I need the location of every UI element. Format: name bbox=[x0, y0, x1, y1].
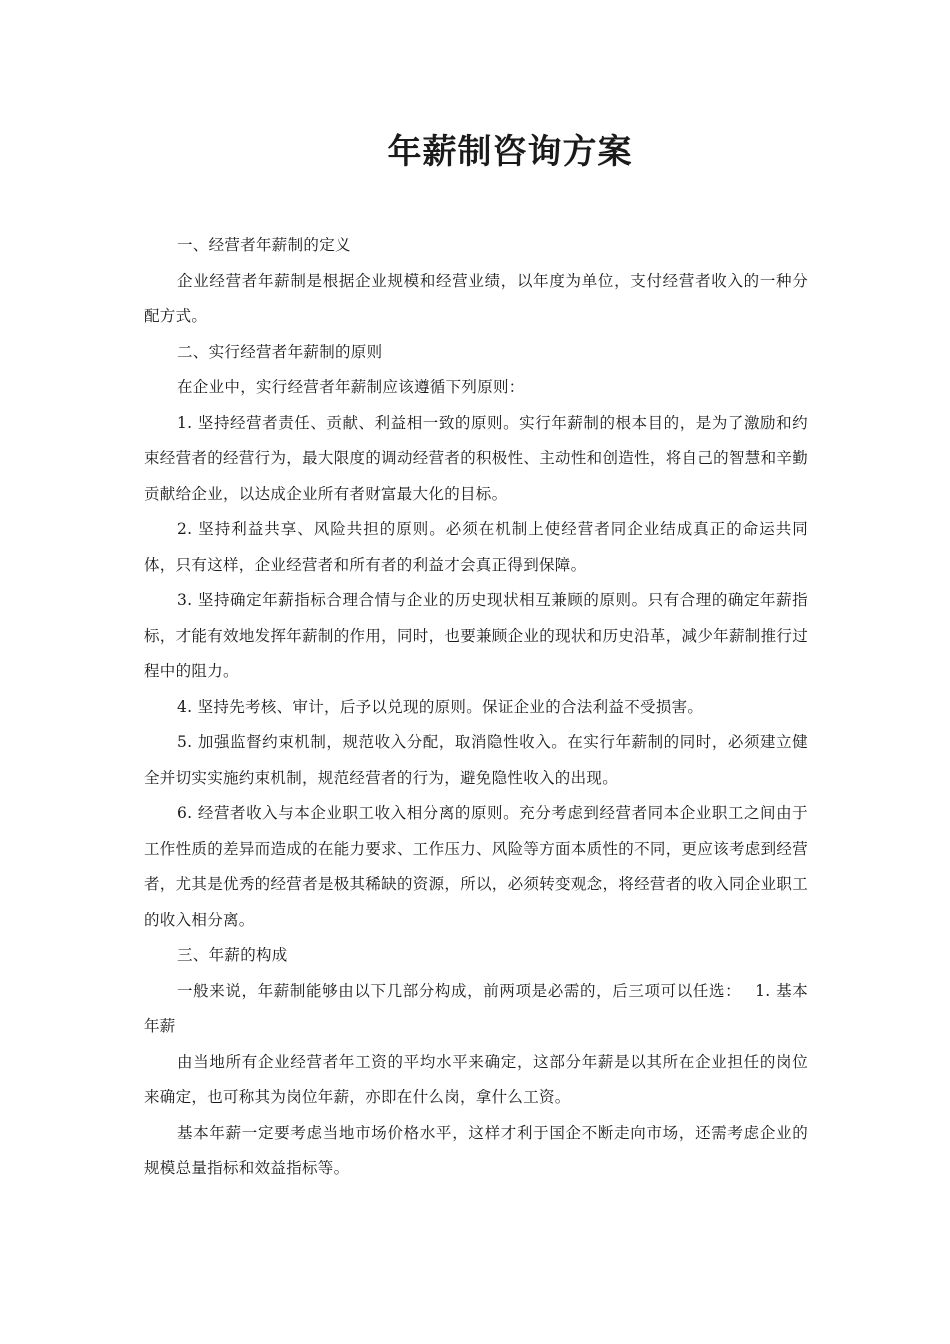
list-item: 2. 坚持利益共享、风险共担的原则。必须在机制上使经营者同企业结成真正的命运共同体，只有这样，企业经营者和所有者的利益才会真正得到保障。 bbox=[144, 520, 808, 574]
paragraph: 一般来说，年薪制能够由以下几部分构成，前两项是必需的，后三项可以任选： 1. 基本年薪 bbox=[144, 981, 808, 1035]
heading-composition: 三、年薪的构成 bbox=[177, 946, 288, 964]
document-title: 年薪制咨询方案 bbox=[387, 132, 633, 172]
list-item: 4. 坚持先考核、审计，后予以兑现的原则。保证企业的合法利益不受损害。 bbox=[177, 697, 704, 716]
document-body bbox=[144, 228, 808, 1187]
heading-definition: 一、经营者年薪制的定义 bbox=[177, 236, 351, 254]
list-item: 3. 坚持确定年薪指标合理合情与企业的历史现状相互兼顾的原则。只有合理的确定年薪指标，才能有效地发挥年薪制的作用，同时，也要兼顾企业的现状和历史沿革，减少年薪制推行过程中的阻力。 bbox=[144, 591, 808, 680]
heading-principles: 二、实行经营者年薪制的原则 bbox=[177, 342, 383, 361]
paragraph: 基本年薪一定要考虑当地市场价格水平，这样才利于国企不断走向市场，还需考虑企业的规模总量指标和效益指标等。 bbox=[144, 1123, 808, 1177]
paragraph: 由当地所有企业经营者年工资的平均水平来确定，这部分年薪是以其所在企业担任的岗位来确定，也可称其为岗位年薪，亦即在什么岗，拿什么工资。 bbox=[144, 1052, 808, 1106]
list-item: 1. 坚持经营者责任、贡献、利益相一致的原则。实行年薪制的根本目的，是为了激励和约束经营者的经营行为，最大限度的调动经营者的积极性、主动性和创造性，将自己的智慧和辛勤贡献给企业，以达成企业所有者财富最大化的目标。 bbox=[144, 413, 808, 503]
paragraph: 在企业中，实行经营者年薪制应该遵循下列原则： bbox=[177, 378, 525, 396]
paragraph: 企业经营者年薪制是根据企业规模和经营业绩，以年度为单位，支付经营者收入的一种分配方式。 bbox=[144, 271, 808, 325]
list-item: 6. 经营者收入与本企业职工收入相分离的原则。充分考虑到经营者同本企业职工之间由于工作性质的差异而造成的在能力要求、工作压力、风险等方面本质性的不同，更应该考虑到经营者，尤其是优秀的经营者是极其稀缺的资源，所以，必须转变观念，将经营者的收入同企业职工的收入相分离。 bbox=[144, 804, 808, 929]
list-item: 5. 加强监督约束机制，规范收入分配，取消隐性收入。在实行年薪制的同时，必须建立健全并切实实施约束机制，规范经营者的行为，避免隐性收入的出现。 bbox=[144, 733, 808, 787]
